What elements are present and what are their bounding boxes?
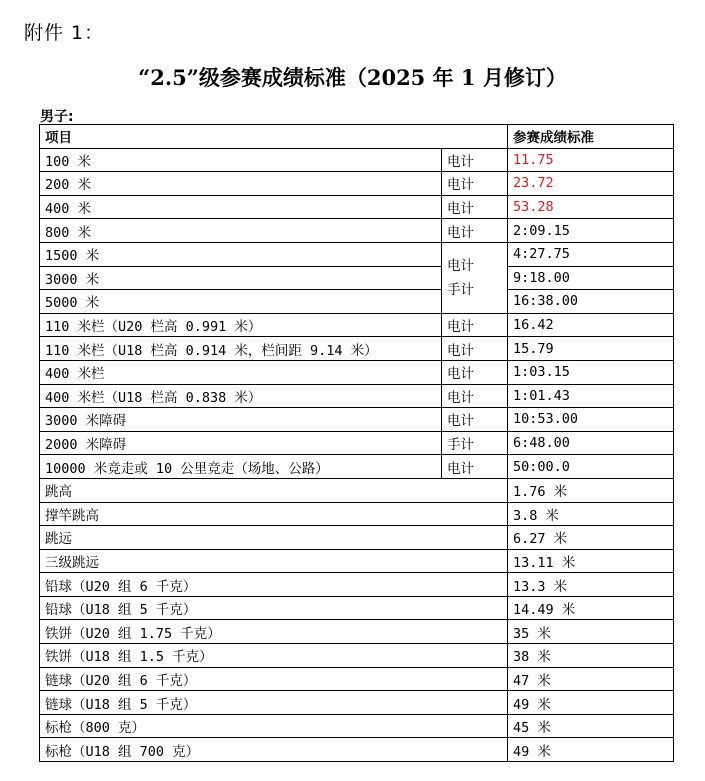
event-cell: 400 米 [40, 195, 442, 219]
event-cell: 200 米 [40, 172, 442, 196]
event-cell: 标枪（U18 组 700 克） [40, 738, 508, 762]
table-row [40, 478, 674, 502]
event-cell: 链球（U20 组 6 千克） [40, 667, 508, 691]
table-row [40, 195, 674, 219]
standard-cell: 13.3 米 [508, 573, 674, 597]
standard-cell: 49 米 [508, 691, 674, 715]
standard-cell: 11.75 [508, 148, 674, 172]
table-header-row [40, 125, 674, 149]
standards-table [39, 124, 674, 762]
event-cell: 3000 米障碍 [40, 408, 442, 432]
table-row [40, 384, 674, 408]
table-row [40, 714, 674, 738]
timing-cell: 电计 [442, 337, 508, 361]
timing-cell: 手计 [442, 431, 508, 455]
table-row [40, 219, 674, 243]
standard-cell: 9:18.00 [508, 266, 674, 290]
standard-cell: 1.76 米 [508, 478, 674, 502]
event-cell: 2000 米障碍 [40, 431, 442, 455]
timing-cell: 电计 [442, 172, 508, 196]
attachment-label: 附件 1： [24, 22, 105, 44]
table-row [40, 691, 674, 715]
event-cell: 铁饼（U20 组 1.75 千克） [40, 620, 508, 644]
timing-cell: 电计 [442, 384, 508, 408]
standard-cell: 1:03.15 [508, 360, 674, 384]
event-cell: 跳远 [40, 526, 508, 550]
standard-cell: 15.79 [508, 337, 674, 361]
standard-cell: 45 米 [508, 714, 674, 738]
table-row [40, 172, 674, 196]
table-row [40, 408, 674, 432]
standard-cell: 6:48.00 [508, 431, 674, 455]
event-cell: 三级跳远 [40, 549, 508, 573]
standard-cell: 13.11 米 [508, 549, 674, 573]
standard-cell: 16:38.00 [508, 290, 674, 314]
standard-cell: 53.28 [508, 195, 674, 219]
table-row [40, 337, 674, 361]
table-row [40, 360, 674, 384]
timing-cell: 电计 [442, 455, 508, 479]
standard-cell: 4:27.75 [508, 242, 674, 266]
standard-cell: 2:09.15 [508, 219, 674, 243]
table-row [40, 266, 674, 290]
event-cell: 800 米 [40, 219, 442, 243]
timing-cell: 电计 [442, 313, 508, 337]
timing-cell: 电计 [442, 219, 508, 243]
timing-cell: 电计 [442, 195, 508, 219]
event-cell: 110 米栏（U20 栏高 0.991 米） [40, 313, 442, 337]
table-row [40, 596, 674, 620]
standard-cell: 14.49 米 [508, 596, 674, 620]
timing-electric: 电计 [447, 257, 474, 274]
event-cell: 10000 米竞走或 10 公里竞走（场地、公路） [40, 455, 442, 479]
event-cell: 跳高 [40, 478, 508, 502]
standard-cell: 1:01.43 [508, 384, 674, 408]
event-cell: 100 米 [40, 148, 442, 172]
standard-cell: 50:00.0 [508, 455, 674, 479]
table-row [40, 431, 674, 455]
section-label-men: 男子: [40, 109, 74, 125]
standard-cell: 49 米 [508, 738, 674, 762]
standard-cell: 23.72 [508, 172, 674, 196]
table-row [40, 148, 674, 172]
standard-cell: 6.27 米 [508, 526, 674, 550]
standard-cell: 3.8 米 [508, 502, 674, 526]
table-row [40, 455, 674, 479]
event-cell: 标枪（800 克） [40, 714, 508, 738]
table-row [40, 667, 674, 691]
timing-cell: 电计 [442, 408, 508, 432]
table-row [40, 573, 674, 597]
table-row [40, 738, 674, 762]
table-row [40, 502, 674, 526]
event-cell: 铅球（U18 组 5 千克） [40, 596, 508, 620]
document-title: “2.5”级参赛成绩标准（2025 年 1 月修订） [138, 65, 567, 90]
timing-manual: 手计 [447, 281, 474, 298]
event-cell: 3000 米 [40, 266, 442, 290]
table-row [40, 620, 674, 644]
timing-cell: 电计 [442, 148, 508, 172]
timing-cell: 电计 [442, 360, 508, 384]
standard-cell: 38 米 [508, 644, 674, 668]
event-cell: 110 米栏（U18 栏高 0.914 米，栏间距 9.14 米） [40, 337, 442, 361]
table-row [40, 644, 674, 668]
event-cell: 撑竿跳高 [40, 502, 508, 526]
header-standard: 参赛成绩标准 [508, 125, 674, 149]
standard-cell: 47 米 [508, 667, 674, 691]
event-cell: 1500 米 [40, 242, 442, 266]
table-row [40, 313, 674, 337]
event-cell: 链球（U18 组 5 千克） [40, 691, 508, 715]
table-row [40, 242, 674, 266]
event-cell: 400 米栏 [40, 360, 442, 384]
event-cell: 铁饼（U18 组 1.5 千克） [40, 644, 508, 668]
table-row [40, 549, 674, 573]
table-row [40, 290, 674, 314]
event-cell: 400 米栏（U18 栏高 0.838 米） [40, 384, 442, 408]
header-event: 项目 [40, 125, 508, 149]
event-cell: 铅球（U20 组 6 千克） [40, 573, 508, 597]
event-cell: 5000 米 [40, 290, 442, 314]
timing-cell-merged [442, 242, 508, 313]
standard-cell: 35 米 [508, 620, 674, 644]
standard-cell: 10:53.00 [508, 408, 674, 432]
standard-cell: 16.42 [508, 313, 674, 337]
table-row [40, 526, 674, 550]
